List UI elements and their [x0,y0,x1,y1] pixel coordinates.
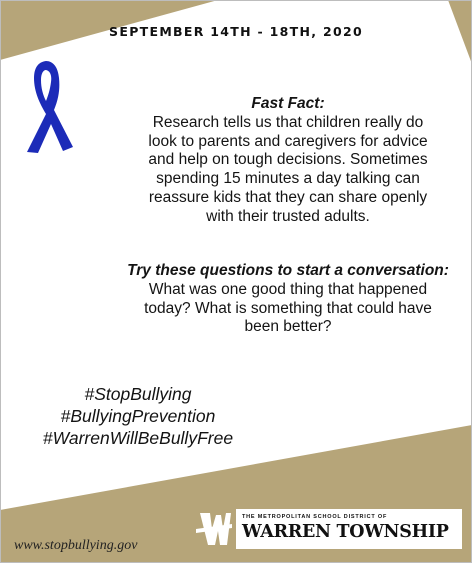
conversation-title: Try these questions to start a conversation: [127,262,449,279]
date-range-header: SEPTEMBER 14TH - 18TH, 2020 [109,24,363,39]
hashtag: #BullyingPrevention [60,406,216,426]
website-link[interactable]: www.stopbullying.gov [14,538,138,553]
fast-fact-line: with their trusted adults. [206,207,370,225]
warren-township-logo [196,509,462,549]
conversation-line: today? What is something that could have [144,299,432,317]
conversation-line: been better? [244,318,332,336]
fast-fact-line: spending 15 minutes a day talking can [156,170,420,188]
conversation-line: What was one good thing that happened [148,280,428,298]
logo-township-text: WARREN TOWNSHIP [242,522,449,542]
logo-text-plate [236,509,462,549]
hashtag-list [18,383,258,449]
fast-fact-section [108,95,468,227]
fast-fact-line: Research tells us that children really do [152,113,424,131]
fast-fact-line: reassure kids that they can share openly [148,188,428,206]
logo-district-text: THE METROPOLITAN SCHOOL DISTRICT OF [242,514,388,520]
hashtag: #WarrenWillBeBullyFree [42,428,234,448]
awareness-ribbon-icon [18,52,74,154]
fast-fact-title: Fast Fact: [251,95,325,112]
hashtag: #StopBullying [84,384,192,404]
conversation-section [104,262,472,337]
fast-fact-line: look to parents and caregivers for advice [148,132,428,150]
fast-fact-line: and help on tough decisions. Sometimes [148,151,428,169]
warren-w-logo-icon [196,509,232,549]
ribbon-shape [27,61,73,153]
